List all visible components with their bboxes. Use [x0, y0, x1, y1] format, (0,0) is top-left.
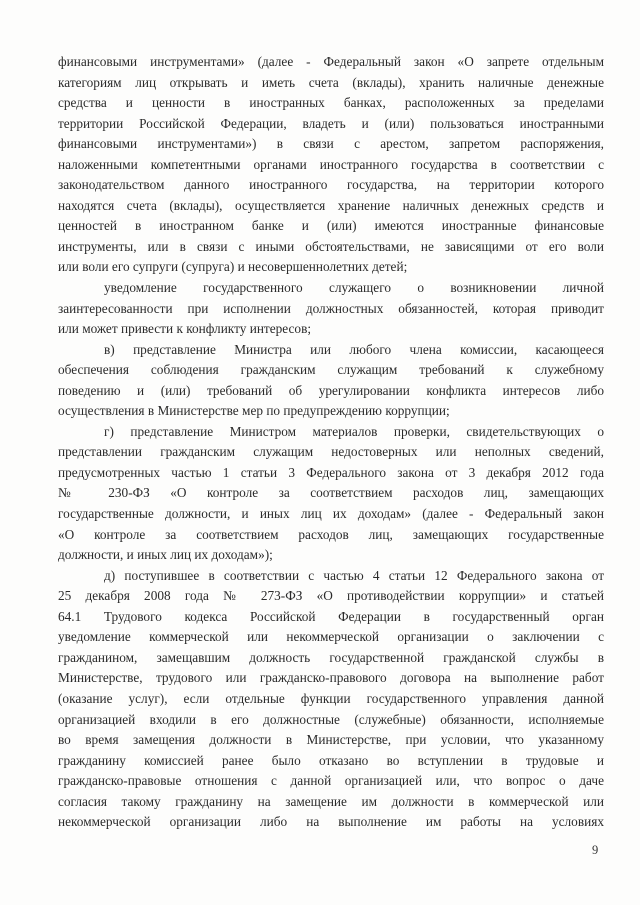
text-line: средства и ценности в иностранных банках, расположенных за пределами [58, 95, 604, 111]
text-line: ценностей в иностранном банке и (или) имеются иностранные финансовые [58, 218, 604, 234]
text-line: или может привести к конфликту интересов; [58, 321, 312, 337]
text-line: представлении гражданским служащим недостоверных или неполных сведений, [58, 444, 604, 460]
text-line: территории Российской Федерации, владеть и (или) пользоваться иностранными [58, 115, 604, 131]
text-line: «О контроле за соответствием расходов лиц, замещающих государственные [58, 526, 604, 542]
text-line: 64.1 Трудового кодекса Российской Федерации в государственный орган [58, 608, 604, 624]
text-line: или воли его супруги (супруга) и несовершеннолетних детей; [58, 259, 408, 275]
text-line: в) представление Министра или любого члена комиссии, касающееся [104, 341, 604, 357]
text-line: согласия такому гражданину на замещение им должности в коммерческой или [58, 793, 604, 809]
text-line: заинтересованности при исполнении должностных обязанностей, которая приводит [58, 300, 604, 316]
text-line: уведомление государственного служащего о возникновении личной [104, 280, 604, 296]
text-line: (оказание услуг), если отдельные функции государственного управления данной [58, 690, 604, 706]
text-line: обеспечения соблюдения гражданским служащим требований к служебному [58, 362, 604, 378]
text-line: финансовыми инструментами») в связи с арестом, запретом распоряжения, [58, 136, 604, 152]
text-line: 25 декабря 2008 года № 273-ФЗ «О противодействии коррупции» и статьей [58, 588, 604, 604]
text-line: гражданину комиссией ранее было отказано во вступлении в трудовые и [58, 752, 604, 768]
text-line: находятся счета (вклады), осуществляется хранение наличных денежных средств и [58, 197, 604, 213]
text-line: во время замещения должности в Министерстве, при условии, что указанному [58, 732, 604, 748]
text-line: должности, и иных лиц их доходам»); [58, 547, 273, 563]
text-line: д) поступившее в соответствии с частью 4 статьи 12 Федерального закона от [104, 567, 604, 583]
text-line: законодательством данного иностранного государства, на территории которого [58, 177, 604, 193]
text-line: гражданином, замещавшим должность государственной гражданской службы в [58, 649, 604, 665]
text-line: предусмотренных частью 1 статьи 3 Федерального закона от 3 декабря 2012 года [58, 464, 604, 480]
text-line: категориям лиц открывать и иметь счета (вклады), хранить наличные денежные [58, 74, 604, 90]
text-line: уведомление коммерческой или некоммерческой организации о заключении с [58, 629, 604, 645]
text-line: осуществления в Министерстве мер по предупреждению коррупции; [58, 403, 450, 419]
text-line: гражданско-правовые отношения с данной организацией или, что вопрос о даче [58, 773, 604, 789]
text-line: финансовыми инструментами» (далее - Федеральный закон «О запрете отдельным [58, 54, 604, 69]
text-line: поведению и (или) требований об урегулировании конфликта интересов либо [58, 382, 604, 398]
document-body [58, 52, 604, 833]
text-line: организацией входили в его должностные (служебные) обязанности, исполняемые [58, 711, 604, 727]
text-line: государственные должности, и иных лиц их доходам» (далее - Федеральный закон [58, 506, 604, 522]
text-line: некоммерческой организации либо на выполнение им работы на условиях [58, 814, 604, 830]
text-line: наложенными компетентными органами иностранного государства в соответствии с [58, 156, 604, 172]
text-line: № 230-ФЗ «О контроле за соответствием расходов лиц, замещающих [58, 485, 604, 501]
text-line: Министерстве, трудового или гражданско-правового договора на выполнение работ [58, 670, 604, 686]
text-line: г) представление Министром материалов проверки, свидетельствующих о [104, 423, 604, 439]
page-number: 9 [592, 843, 599, 857]
text-line: инструменты, или в связи с иными обстоятельствами, не зависящими от его воли [58, 238, 604, 254]
